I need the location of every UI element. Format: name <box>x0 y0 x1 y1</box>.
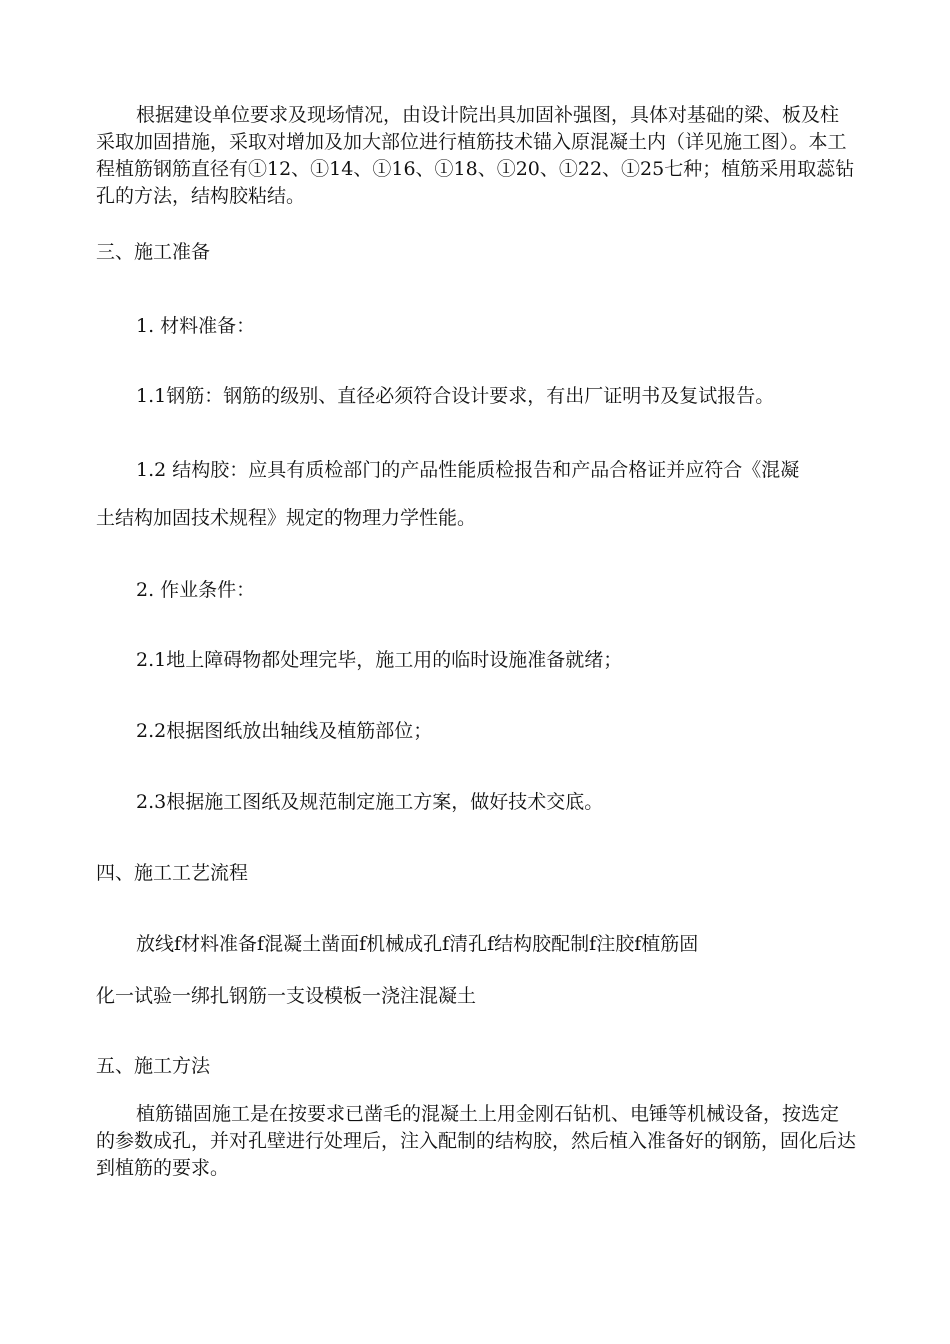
item-1-1-rebar: 1.1钢筋：钢筋的级别、直径必须符合设计要求，有出厂证明书及复试报告。 <box>136 385 775 407</box>
process-flow-line1: 放线f材料准备f混凝土凿面f机械成孔f清孔f结构胶配制f注胶f植筋固 <box>136 933 699 955</box>
item-2-2: 2.2根据图纸放出轴线及植筋部位； <box>136 720 433 742</box>
section-3-heading: 三、施工准备 <box>96 241 211 263</box>
process-flow-line2: 化一试验一绑扎钢筋一支设模板一浇注混凝土 <box>96 985 477 1007</box>
method-paragraph: 植筋锚固施工是在按要求已凿毛的混凝土上用金刚石钻机、电锤等机械设备，按选定的参数成孔，并对孔壁进行处理后，注入配制的结构胶，然后植入准备好的钢筋，固化后达到植筋的要求。 <box>96 1103 857 1179</box>
item-1-2-adhesive-line2: 土结构加固技术规程》规定的物理力学性能。 <box>96 507 477 529</box>
section-5-heading: 五、施工方法 <box>96 1055 211 1077</box>
intro-paragraph: 根据建设单位要求及现场情况，由设计院出具加固补强图，具体对基础的梁、板及柱采取加固措施，采取对增加及加大部位进行植筋技术锚入原混凝土内（详见施工图）。本工程植筋钢筋直径有①12、①14、①16、①18、①20、①22、①25七种；植筋采用取蕊钻孔的方法，结构胶粘结。 <box>96 104 855 207</box>
item-2-1: 2.1地上障碍物都处理完毕，施工用的临时设施准备就绪； <box>136 649 623 671</box>
item-2-3: 2.3根据施工图纸及规范制定施工方案，做好技术交底。 <box>136 791 604 813</box>
item-1-2-adhesive-line1: 1.2 结构胶：应具有质检部门的产品性能质检报告和产品合格证并应符合《混凝 <box>136 459 800 481</box>
section-4-heading: 四、施工工艺流程 <box>96 862 249 884</box>
item-2-conditions: 2. 作业条件： <box>136 579 256 601</box>
item-1-materials: 1. 材料准备： <box>136 315 256 337</box>
